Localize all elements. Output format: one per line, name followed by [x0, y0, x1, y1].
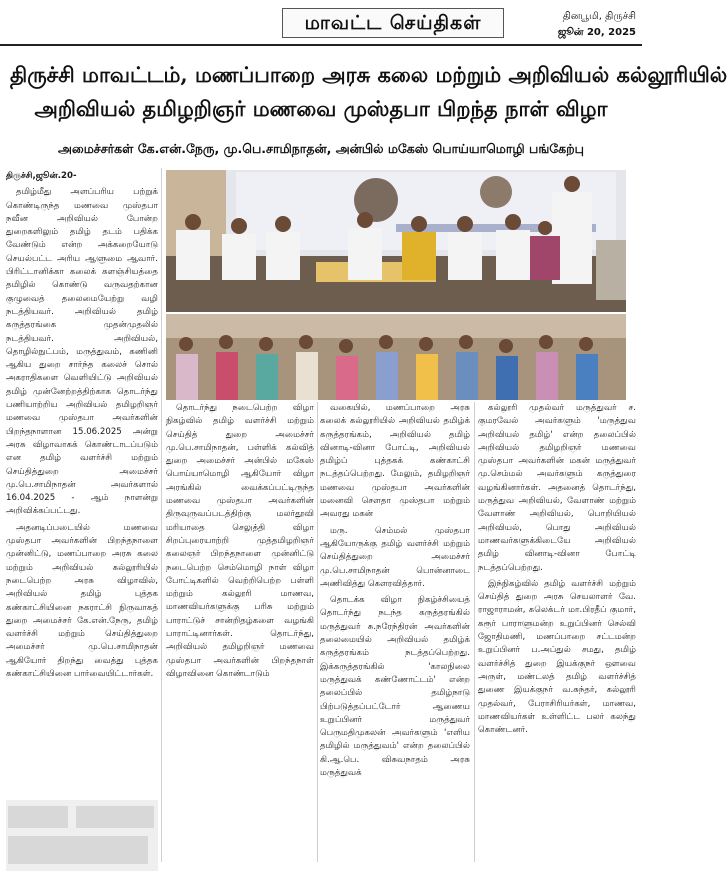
headline-line-2: அறிவியல் தமிழறிஞர் மணவை முஸ்தபா பிறந்த நாள் விழா	[34, 96, 608, 121]
section-title: மாவட்ட செய்திகள்	[282, 8, 504, 38]
audience-photo	[166, 314, 626, 400]
header-divider	[0, 44, 642, 46]
issue-date: ஜூன் 20, 2025	[557, 27, 636, 38]
column-divider	[317, 402, 318, 862]
article-paragraph: வகையில், மணப்பாறை அரசு கலைக் கல்லூரியில் அறிவியல் தமிழ்க் கருத்தரங்கம், அறிவியல் தமிழ் வினாடி-வினா போட்டி, அறிவியல் தமிழ்ப் புத்தகக் கண்காட்சி நடத்தப்பெற்றது. மேலும், தமிழறிஞர் மணவை முஸ்தபா அவர்களின் மனைவி சௌதா முஸ்தபா மற்றும் அவரது மகன்	[320, 403, 470, 520]
article-paragraph: தமிழ்மீது அளப்பரிய பற்றுக் கொண்டிருந்த மணவை முஸ்தபா நவீன அறிவியல் போன்ற துறைகளிலும் தமிழ் தடம் பதிக்க வேண்டும் என்ற அக்கறையோடு செயல்பட்ட அரிய ஆளுமை ஆவார். பிரிட்டானிக்கா கலைக் களஞ்சியத்தை தமிழில் கொண்டு வருவதற்கான குழுவைத் தலைமையேற்று வழி நடத்தியவர். அறிவியல் தமிழ் கருத்தரங்கை முதன்முதலில் நடத்தியவர். அறிவியல், தொழில்நுட்பம், மருத்துவம், கணினி ஆகிய துறை சார்ந்த கலைச் சொல் அகராதிகளை வெளியிட்டு அறிவியல் தமிழ் முன்னேற்றத்திற்காக தொடர்ந்து பணியாற்றிய அறிவியல் தமிழறிஞர் மணவை முஸ்தபா அவர்களின் பிறந்தநாளான 15.06.2025 அன்று அரசு விழாவாகக் கொண்டாடப்படும் என தமிழ் வளர்ச்சி மற்றும் செய்தித்துறை அமைச்சர் மு.பெ.சாமிநாதன் அவர்களால் 16.04.2025 - ஆம் நாளன்று அறிவிக்கப்பட்டது.	[6, 187, 158, 517]
newspaper-name: தினபூமி, திருச்சி	[562, 11, 636, 22]
blurred-advertisement	[6, 800, 158, 871]
blurred-block	[76, 806, 154, 828]
article-column-3	[320, 402, 470, 842]
blurred-block	[8, 836, 148, 864]
article-paragraph: மரு. செம்மல் முஸ்தபா ஆகியோருக்கு தமிழ் வளர்ச்சி மற்றும் செய்தித்துறை அமைச்சர் மு.பெ.சாமிநாதன் பொன்னாடை அணிவித்து கௌரவித்தார்.	[320, 525, 470, 589]
stage-photo	[166, 170, 626, 312]
article-paragraph: தொடக்க விழா நிகழ்ச்சியைத் தொடர்ந்து நடந்த கருத்தரங்கில் மருத்துவர் சு.நரேந்திரன் அவர்களின் தலைமையில் அறிவியல் தமிழ்க் கருத்தரங்கம் நடத்தப்பெற்றது. இக்கருத்தரங்கில் 'காலநிலை மருத்துவக் கண்ணோட்டம்' என்ற தலைப்பில் தமிழ்நாடு பிற்படுத்தப்பட்டோர் ஆணைய உறுப்பினர் மருத்துவர் பெருமதிமுகலன் அவர்களும் 'எளிய தமிழில் மருத்துவம்' என்ற தலைப்பில் கி.ஆ.பெ. விசுவநாதம் அரசு மருத்துவக்	[320, 595, 470, 779]
article-paragraph: இந்நிகழ்வில் தமிழ் வளர்ச்சி மற்றும் செய்தித் துறை அரசு செயலாளர் வே. ராஜாராமன், கலெக்டர் மா.பிரதீப் குமார், கரூர் பாராளுமன்ற உறுப்பினர் செல்வி ஜோதிமணி, மணப்பாறை சட்டமன்ற உறுப்பினர் ப.அப்துல் சமது, தமிழ் வளர்ச்சித் துறை இயக்குநர் ஔவை அருள், மண்டலத் தமிழ் வளர்ச்சித் துணை இயக்குநர் வ.சுந்தர், கல்லூரி முதல்வர், பேராசிரியர்கள், மாணவ, மாணவியர்கள் உள்ளிட்ட பலர் கலந்து கொண்டனர்.	[478, 578, 636, 736]
subheadline: அமைச்சர்கள் கே.என்.நேரு, மு.பெ.சாமிநாதன், அன்பில் மகேஸ் பொய்யாமொழி பங்கேற்பு	[58, 141, 584, 156]
article-paragraph: தொடர்ந்து நடைபெற்ற விழா நிகழ்வில் தமிழ் வளர்ச்சி மற்றும் செய்தித் துறை அமைச்சர் மு.பெ.சாமிநாதன், பள்ளிக் கல்வித் துறை அமைச்சர் அன்பில் மகேஸ் பொய்யாமொழி ஆகியோர் விழா அரங்கில் வைக்கப்பட்டிருந்த மணவை முஸ்தபா அவர்களின் திருவுருவப்படத்திற்கு மலர்தூவி மரியாதை செலுத்தி விழா சிறப்புரையாற்றி முத்தமிழறிஞர் கலைஞர் பிறந்தநாளை முன்னிட்டு நடைபெற்ற செம்மொழி நாள் விழா போட்டிகளில் வெற்றிபெற்ற பள்ளி மற்றும் கல்லூரி மாணவ, மாணவியர்களுக்கு பரிசு மற்றும் பாராட்டுச் சான்றிதழ்களை வழங்கி பாராட்டினார்கள். தொடர்ந்து, அறிவியல் தமிழறிஞர் மணவை முஸ்தபா அவர்களின் பிறந்தநாள் விழாவினை கொண்டாடும்	[166, 403, 314, 679]
article-column-1	[6, 170, 158, 792]
article-paragraph: அதனடிப்படையில் மணவை முஸ்தபா அவர்களின் பிறந்தநாளை முன்னிட்டு, மணப்பாறை அரசு கலை மற்றும் அறிவியல் கல்லூரியில் நடைபெற்ற அரசு விழாவில், அறிவியல் தமிழ் புத்தக கண்காட்சியினை நகராட்சி நிருவாகத் துறை அமைச்சர் கே.என்.நேரு, தமிழ் வளர்ச்சி மற்றும் செய்தித்துறை அமைச்சர் மு.பெ.சாமிநாதன் ஆகியோர் திறந்து வைத்து புத்தக கண்காட்சியினை பார்வையிட்டார்கள்.	[6, 522, 158, 679]
article-column-4	[478, 402, 636, 862]
article-paragraph: கல்லூரி முதல்வர் மருத்துவர் ச. குமரவேல் அவர்களும் 'மருத்துவ அறிவியல் தமிழ்' என்ற தலைப்பில் அறிவியல் தமிழறிஞர் மணவை முஸ்தபா அவர்களின் மகன் மருத்துவர் மு.செம்மல் அவர்களும் கருத்துரை வழங்கினார்கள். அதனைத் தொடர்ந்து, மருத்துவ அறிவியல், வேளாண் மற்றும் வேளாண் அறிவியல், பொறியியல் அறிவியல், பொது அறிவியல் மாணவர்களுக்கிடையே அறிவியல் தமிழ் வினாடி-வினா போட்டி நடத்தப்பெற்றது.	[478, 403, 636, 573]
audience-photo-illustration	[166, 314, 626, 400]
article-column-2	[166, 402, 314, 842]
column-divider	[474, 402, 475, 862]
headline-line-1: திருச்சி மாவட்டம், மணப்பாறை அரசு கலை மற்றும் அறிவியல் கல்லூரியில்	[10, 62, 727, 87]
stage-photo-illustration	[166, 170, 626, 312]
blurred-block	[8, 806, 68, 828]
article-dateline: திருச்சி,ஜூன்.20-	[6, 171, 77, 181]
column-divider	[161, 168, 162, 862]
